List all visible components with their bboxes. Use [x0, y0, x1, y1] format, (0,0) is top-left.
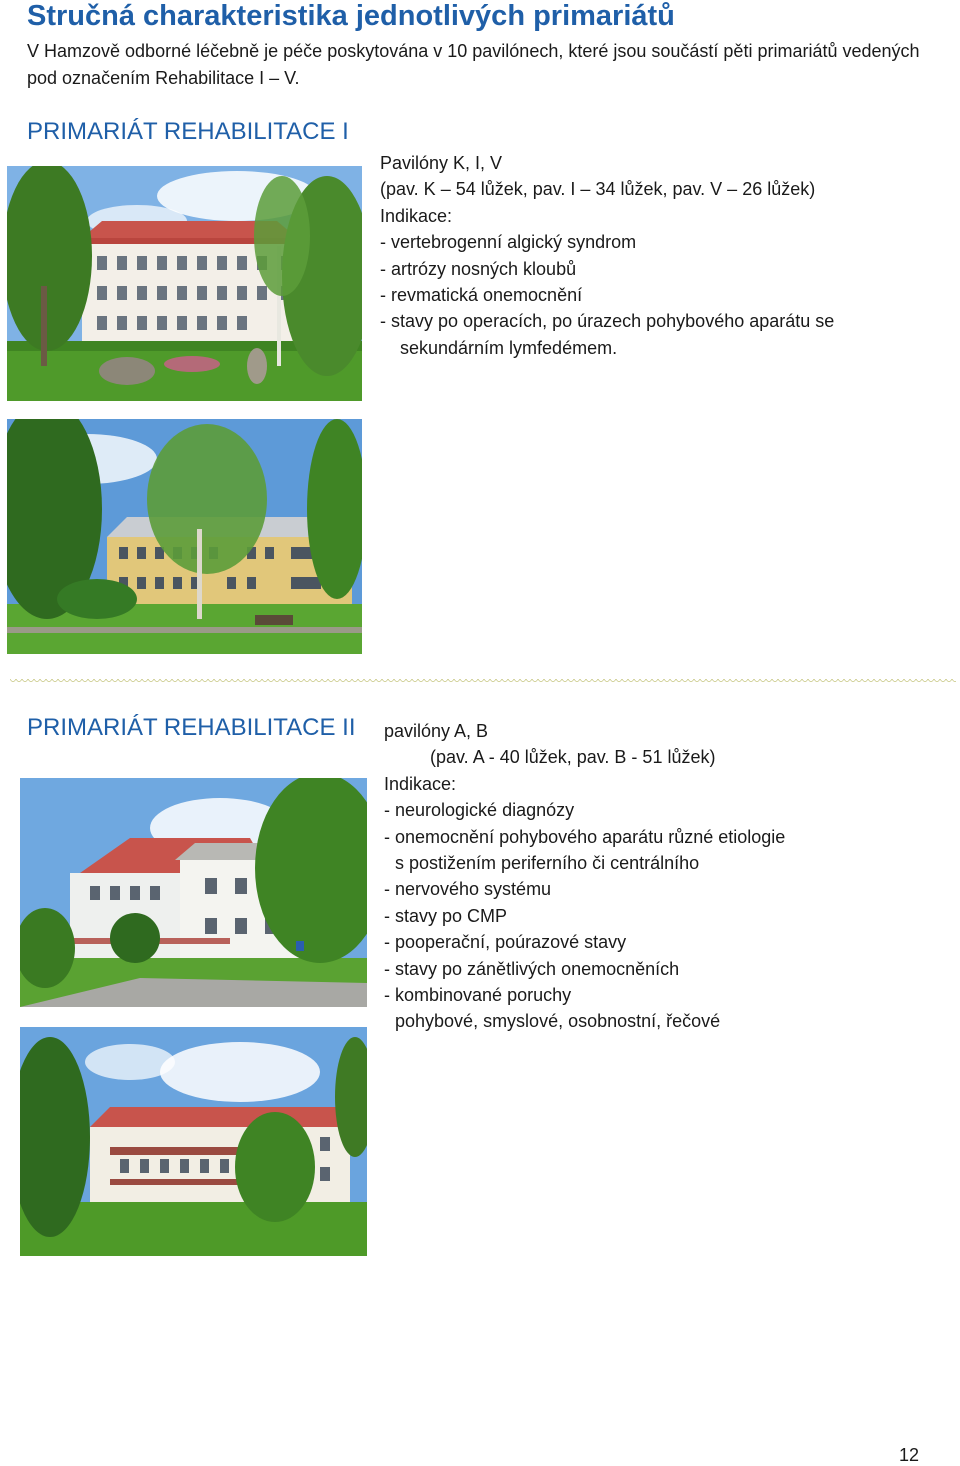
section-heading-rehab-2: PRIMARIÁT REHABILITACE II — [27, 714, 356, 741]
indication-item: - onemocnění pohybového aparátu různé etiologie — [384, 826, 786, 847]
indication-item: - pooperační, poúrazové stavy — [384, 932, 627, 953]
photo-pavilion-yellow-building — [7, 419, 362, 654]
indications-label: Indikace: — [384, 773, 457, 794]
section-divider — [10, 679, 956, 685]
page-number: 12 — [898, 1445, 919, 1465]
beds-line: (pav. A - 40 lůžek, pav. B - 51 lůžek) — [430, 747, 716, 768]
indication-item-continuation: pohybové, smyslové, osobnostní, řečové — [395, 1011, 721, 1032]
photo-pavilion-b — [20, 1027, 367, 1256]
page-title: Stručná charakteristika jednotlivých primariátů — [27, 0, 675, 32]
indication-item: - neurologické diagnózy — [384, 800, 575, 821]
indications-label: Indikace: — [380, 205, 453, 226]
indication-item: - stavy po zánětlivých onemocněních — [384, 958, 680, 979]
indication-item: - nervového systému — [384, 879, 552, 900]
indication-item: - stavy po CMP — [384, 905, 508, 926]
indication-item: - kombinované poruchy — [384, 985, 572, 1006]
beds-line: (pav. K – 54 lůžek, pav. I – 34 lůžek, pav. V – 26 lůžek) — [380, 179, 816, 200]
intro-paragraph: V Hamzově odborné léčebně je péče poskytována v 10 pavilónech, které jsou součástí pěti primariátů vedených pod označením Rehabilitace I – V. — [27, 41, 920, 88]
pavilions-line: Pavilóny K, I, V — [380, 153, 503, 173]
indication-item: - vertebrogenní algický syndrom — [380, 232, 637, 253]
indication-item-continuation: sekundárním lymfedémem. — [400, 337, 618, 358]
photo-pavilion-a — [20, 778, 367, 1007]
indication-item: - artrózy nosných kloubů — [380, 258, 577, 279]
indication-item: - revmatická onemocnění — [380, 285, 583, 306]
indication-item-continuation: s postižením periferního či centrálního — [395, 853, 700, 874]
photo-pavilion-white-building — [7, 166, 362, 401]
section-heading-rehab-1: PRIMARIÁT REHABILITACE I — [27, 118, 349, 145]
pavilions-line: pavilóny A, B — [384, 721, 489, 741]
section-2-text — [384, 718, 785, 1035]
section-1-text — [380, 150, 834, 361]
indication-item: - stavy po operacích, po úrazech pohybového aparátu se — [380, 311, 835, 332]
